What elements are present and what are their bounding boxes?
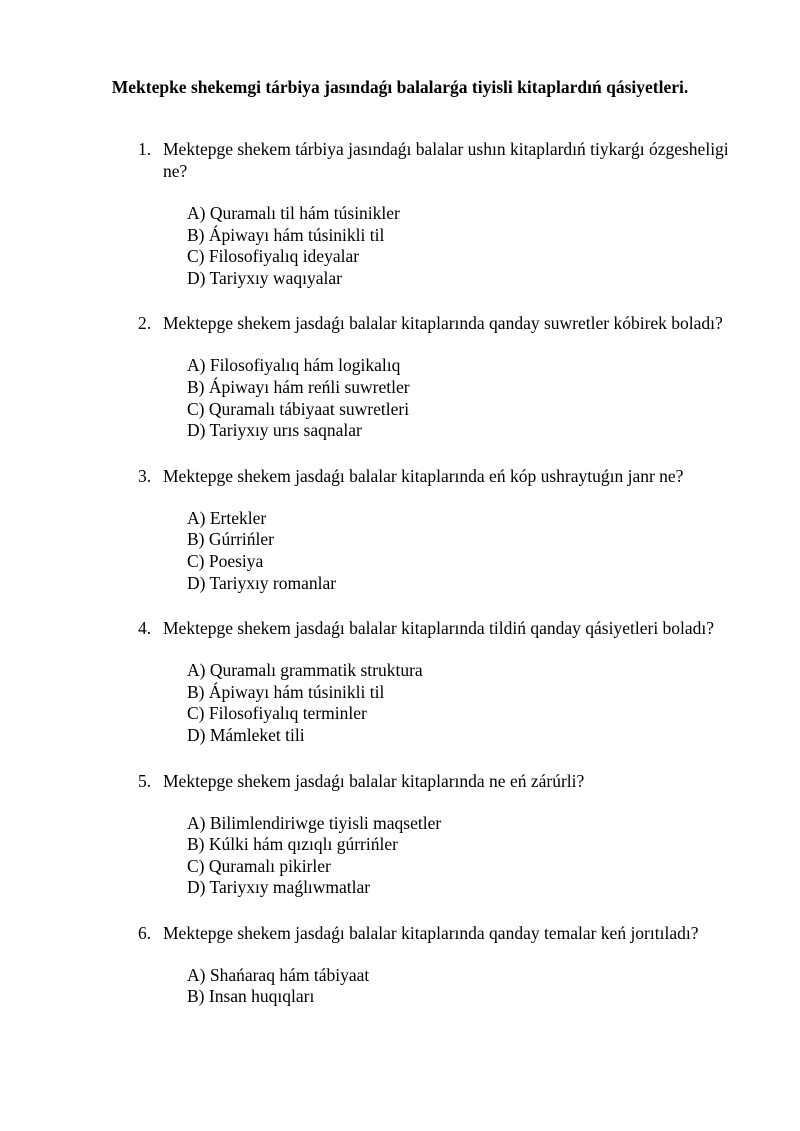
answer-option: C) Filosofiyalıq terminler xyxy=(187,703,367,724)
question-text: Mektepge shekem jasdaǵı balalar kitaplarında eń kóp ushraytuǵın janr ne? xyxy=(163,465,684,486)
question-number: 2. xyxy=(138,313,152,334)
question-item xyxy=(0,617,800,746)
answer-option: B) Insan huqıqları xyxy=(187,986,315,1007)
answer-options xyxy=(187,965,800,1008)
question-number: 1. xyxy=(138,139,152,159)
answer-option: B) Kúlki hám qızıqlı gúrrińler xyxy=(187,834,398,855)
answer-options xyxy=(187,660,800,746)
question-list xyxy=(0,138,800,1031)
question-number: 4. xyxy=(138,618,152,639)
answer-option: C) Filosofiyalıq ideyalar xyxy=(187,246,360,267)
answer-option: B) Gúrrińler xyxy=(187,529,274,550)
question-item xyxy=(0,465,800,594)
answer-option: C) Quramalı pikirler xyxy=(187,855,331,876)
question-text: Mektepge shekem jasdaǵı balalar kitaplarında qanday suwretler kóbirek boladı? xyxy=(163,313,723,334)
document-title: Mektepke shekemgi tárbiya jasındaǵı balalarǵa tiyisli kitaplardıń qásiyetleri. xyxy=(111,77,689,97)
question-text: Mektepge shekem tárbiya jasındaǵı balalar ushın kitaplardıń tiykarǵı ózgesheligi ne? xyxy=(163,139,729,181)
answer-options xyxy=(187,508,800,594)
answer-option: A) Ertekler xyxy=(187,507,267,528)
answer-option: D) Tariyxıy maǵlıwmatlar xyxy=(187,877,371,898)
answer-option: B) Ápiwayı hám reńli suwretler xyxy=(187,376,410,397)
question-item xyxy=(0,312,800,441)
answer-option: B) Ápiwayı hám túsinikli til xyxy=(187,681,385,702)
answer-options xyxy=(187,203,800,289)
answer-option: B) Ápiwayı hám túsinikli til xyxy=(187,224,385,245)
answer-option: A) Filosofiyalıq hám logikalıq xyxy=(187,355,401,376)
question-number: 3. xyxy=(138,465,152,486)
answer-options xyxy=(187,813,800,899)
question-text: Mektepge shekem jasdaǵı balalar kitaplarında ne eń zárúrli? xyxy=(163,770,585,791)
answer-option: A) Quramalı til hám túsinikler xyxy=(187,203,400,223)
question-item xyxy=(0,138,800,289)
question-number: 6. xyxy=(138,922,152,943)
answer-option: C) Poesiya xyxy=(187,550,264,571)
question-text: Mektepge shekem jasdaǵı balalar kitaplarında qanday temalar keń jorıtıladı? xyxy=(163,922,699,943)
question-item xyxy=(0,922,800,1008)
question-number: 5. xyxy=(138,770,152,791)
answer-option: D) Tariyxıy urıs saqnalar xyxy=(187,420,362,441)
answer-option: C) Quramalı tábiyaat suwretleri xyxy=(187,398,410,419)
answer-option: D) Tariyxıy waqıyalar xyxy=(187,267,342,288)
answer-options xyxy=(187,355,800,441)
answer-option: A) Shańaraq hám tábiyaat xyxy=(187,964,370,985)
answer-option: A) Quramalı grammatik struktura xyxy=(187,660,423,681)
question-item xyxy=(0,770,800,899)
answer-option: D) Mámleket tili xyxy=(187,724,305,745)
question-text: Mektepge shekem jasdaǵı balalar kitaplarında tildiń qanday qásiyetleri boladı? xyxy=(163,618,715,639)
answer-option: A) Bilimlendiriwge tiyisli maqsetler xyxy=(187,812,442,833)
answer-option: D) Tariyxıy romanlar xyxy=(187,572,337,593)
